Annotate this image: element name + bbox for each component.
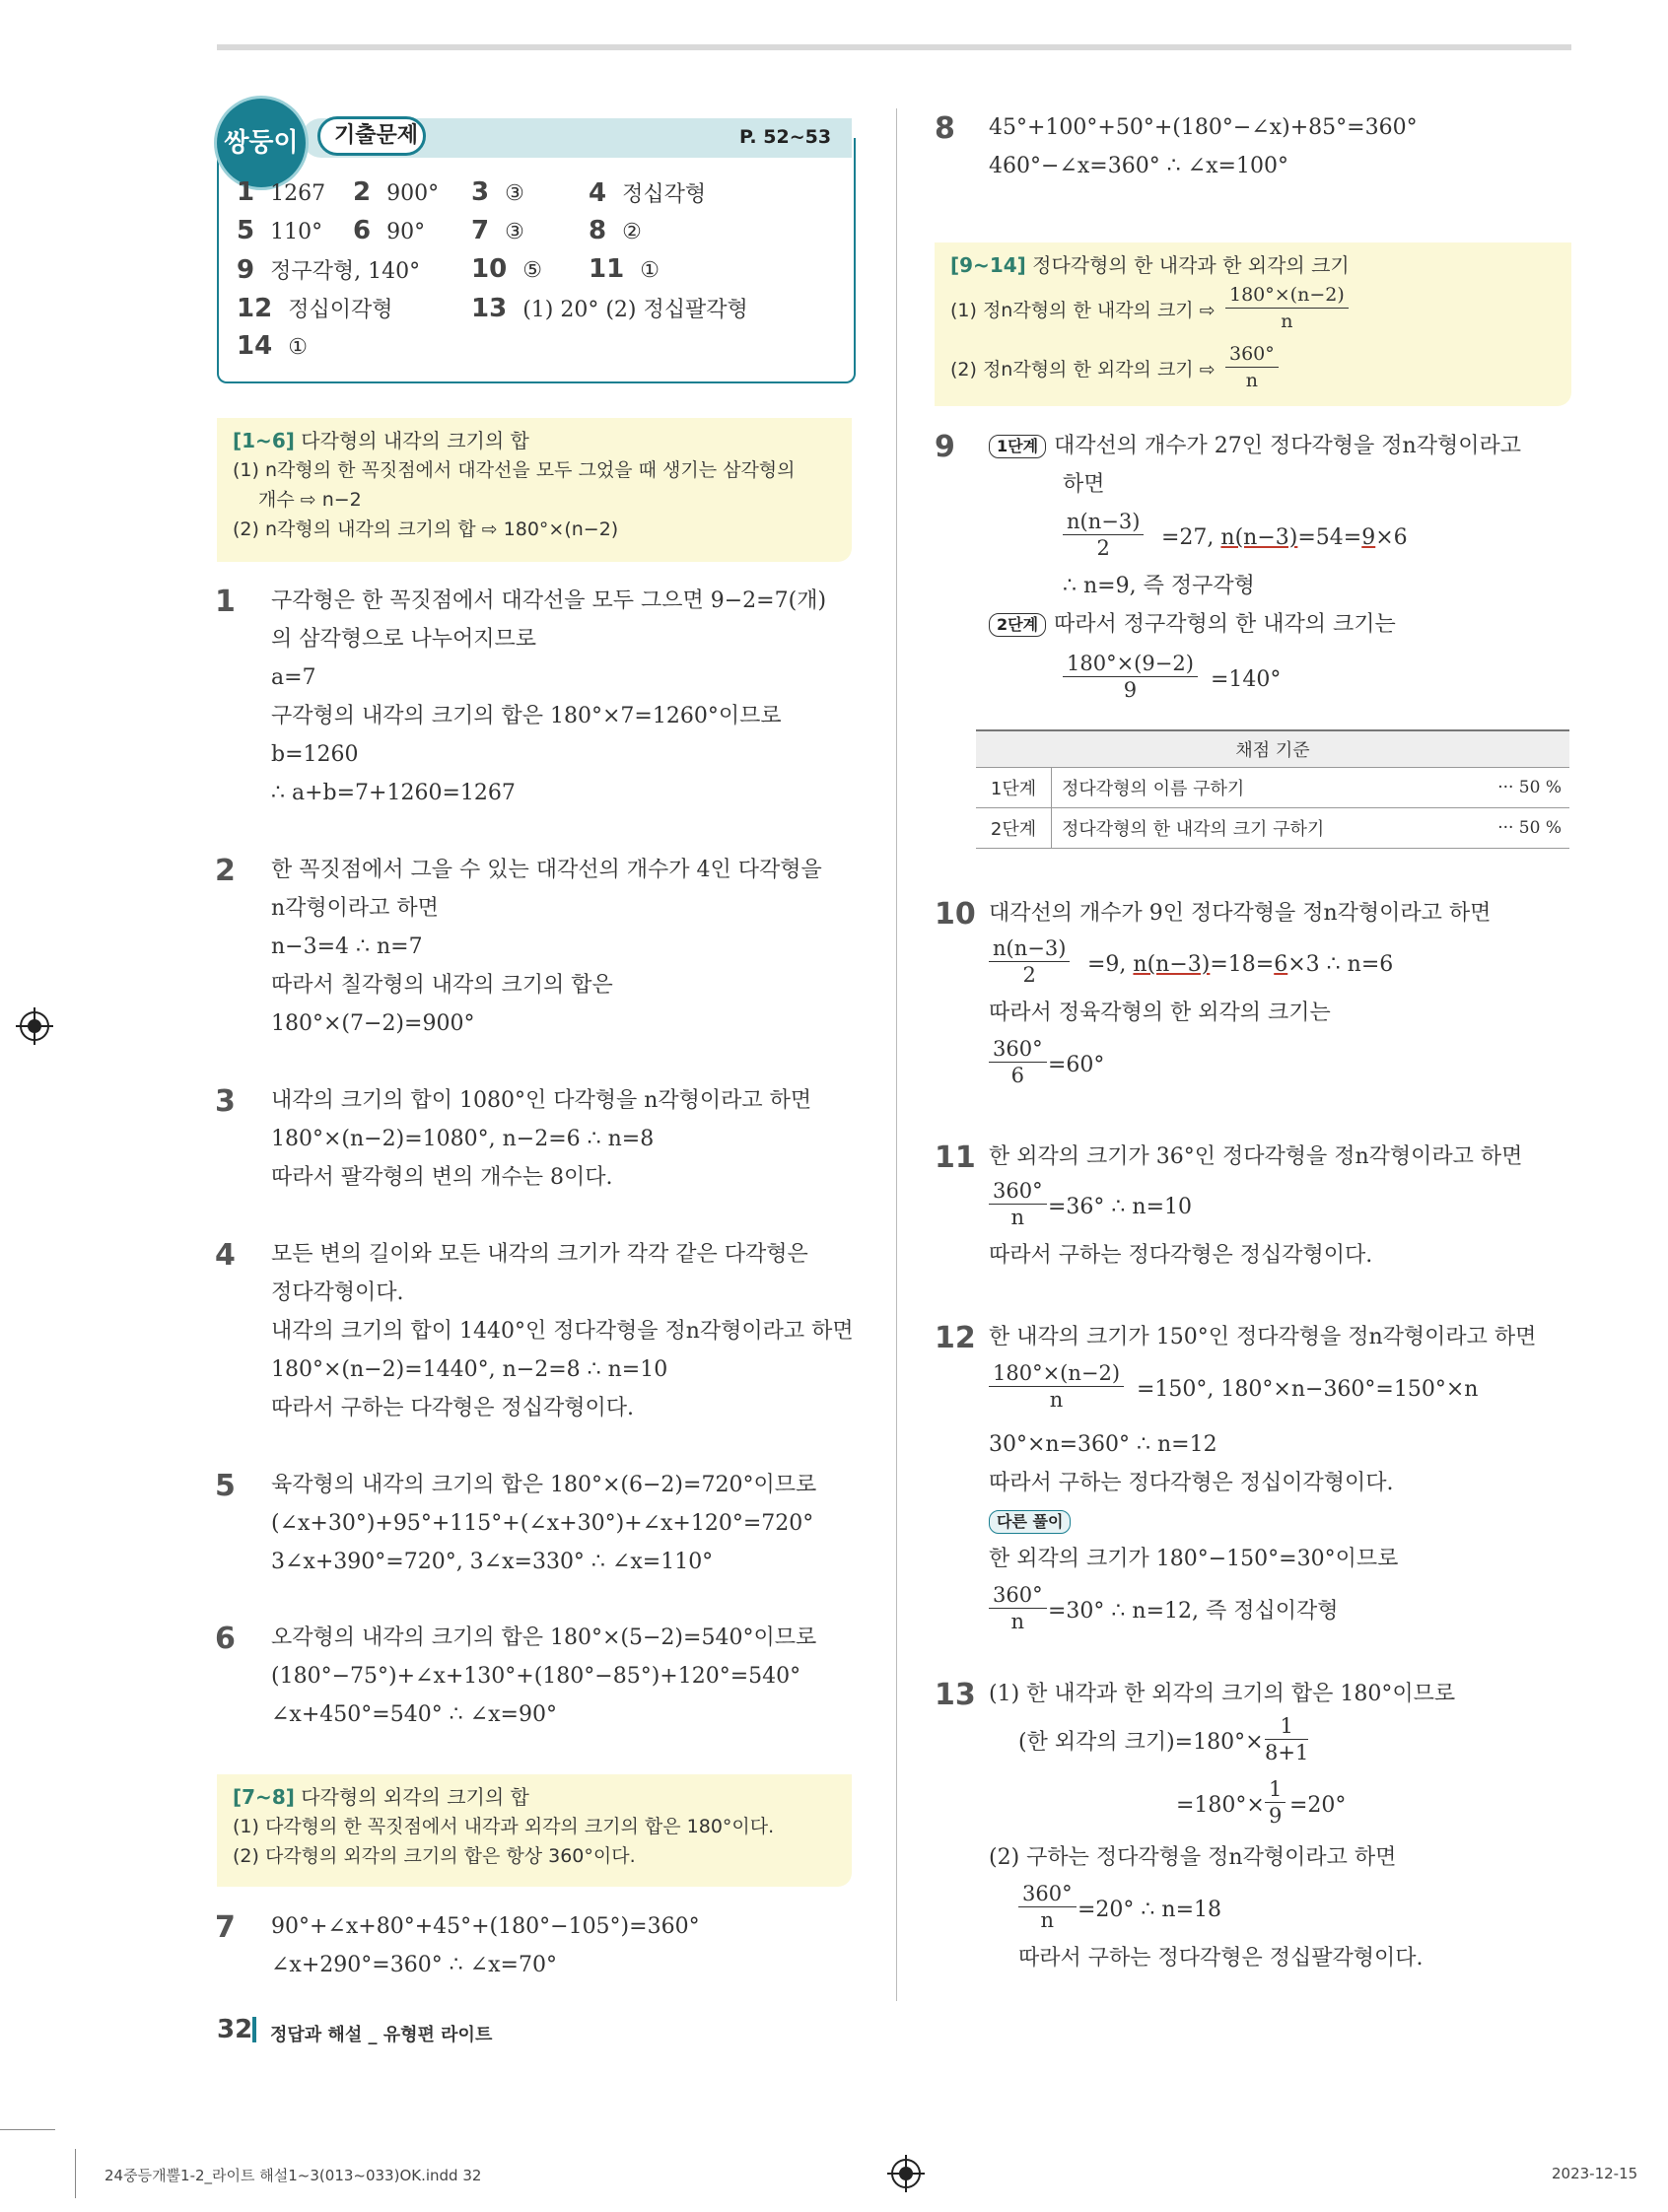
page-number: 32 <box>217 2015 253 2044</box>
problem-number: 12 <box>935 1321 976 1355</box>
problem-number: 11 <box>935 1141 976 1175</box>
solution-line: 의 삼각형으로 나누어지므로 <box>271 627 537 652</box>
solution-line: 따라서 구하는 정다각형은 정십팔각형이다. <box>1018 1946 1424 1970</box>
solution-line: ∠x+290°=360° ∴ ∠x=70° <box>271 1953 557 1977</box>
solution-line: 45°+100°+50°+(180°−∠x)+85°=360° <box>989 115 1418 140</box>
solution-line: 모든 변의 길이와 모든 내각의 크기가 각각 같은 다각형은 <box>271 1242 808 1267</box>
footer-divider <box>252 2017 256 2042</box>
solution-line: =36° ∴ n=10 <box>1048 1195 1193 1219</box>
tip-line: (2) n각형의 내각의 크기의 합 ⇨ 180°×(n−2) <box>233 518 619 540</box>
solution-line: 한 외각의 크기가 36°인 정다각형을 정n각형이라고 하면 <box>989 1144 1523 1169</box>
column-divider <box>896 108 897 2001</box>
solution-line: 90°+∠x+80°+45°+(180°−105°)=360° <box>271 1914 700 1939</box>
registration-mark-icon <box>891 2159 921 2188</box>
solution-line: 한 내각의 크기가 150°인 정다각형을 정n각형이라고 하면 <box>989 1325 1537 1349</box>
answer-item: 3 ③ <box>471 177 524 207</box>
solution-line: 460°−∠x=360° ∴ ∠x=100° <box>989 154 1288 178</box>
tip-line: (1) 다각형의 한 꼭짓점에서 내각과 외각의 크기의 합은 180°이다. <box>233 1816 775 1837</box>
footer-title: 정답과 해설 _ 유형편 라이트 <box>270 2025 493 2045</box>
solution-line: ∴ n=9, 즉 정구각형 <box>1063 574 1255 598</box>
top-rule <box>217 44 1571 50</box>
answer-item: 7 ③ <box>471 216 524 245</box>
tip-box-7-8: [7~8] 다각형의 외각의 크기의 합 (1) 다각형의 한 꼭짓점에서 내각과 외각의 크기의 합은 180°이다. (2) 다각형의 외각의 크기의 합은 항상 360°이다. <box>217 1774 852 1887</box>
solution-line: 따라서 구하는 정다각형은 정십이각형이다. <box>989 1471 1394 1495</box>
solution-line: (한 외각의 크기)=180°× <box>1018 1730 1264 1755</box>
solution-line: 3∠x+390°=720°, 3∠x=330° ∴ ∠x=110° <box>271 1550 714 1574</box>
solution-line: 따라서 칠각형의 내각의 크기의 합은 <box>271 973 613 998</box>
solution-line: =20° <box>1289 1793 1347 1818</box>
solution-line: 구각형은 한 꼭짓점에서 대각선을 모두 그으면 9−2=7(개) <box>271 588 827 613</box>
file-info: 24중등개뿔1-2_라이트 해설1~3(013~033)OK.indd 32 <box>104 2167 482 2184</box>
problem-number: 6 <box>215 1622 236 1656</box>
solution-line: =20° ∴ n=18 <box>1077 1898 1222 1922</box>
fraction: 180°×(n−2) n <box>1225 282 1349 334</box>
solution-line: 하면 <box>1063 472 1105 497</box>
fraction: 360° 6 <box>989 1036 1047 1088</box>
problem-number: 13 <box>935 1678 976 1712</box>
solution-line: 따라서 정육각형의 한 외각의 크기는 <box>989 1001 1331 1025</box>
solution-line: (1) 한 내각과 한 외각의 크기의 합은 180°이므로 <box>989 1682 1456 1706</box>
fraction: 180°×(9−2) 9 <box>1063 651 1198 703</box>
solution-line: 30°×n=360° ∴ n=12 <box>989 1432 1217 1457</box>
problem-number: 9 <box>935 430 955 464</box>
answer-item: 1 1267 <box>237 177 326 207</box>
tip-line: (1) n각형의 한 꼭짓점에서 대각선을 모두 그었을 때 생기는 삼각형의 <box>233 459 796 481</box>
fraction: n(n−3) 2 <box>1063 509 1144 561</box>
problem-number: 4 <box>215 1238 236 1273</box>
print-date: 2023-12-15 <box>1552 2165 1638 2182</box>
solution-line: 따라서 팔각형의 변의 개수는 8이다. <box>271 1165 613 1190</box>
problem-number: 5 <box>215 1469 236 1503</box>
fraction: n(n−3) 2 <box>989 935 1070 988</box>
answer-item: 6 90° <box>353 216 426 245</box>
problem-number: 10 <box>935 897 976 932</box>
tip-line: (1) 정n각형의 한 내각의 크기 ⇨ <box>950 300 1216 321</box>
grading-table <box>976 729 1569 849</box>
solution-line: ∴ a+b=7+1260=1267 <box>271 781 516 805</box>
answer-item: 12 정십이각형 <box>237 294 393 323</box>
grading-header: 채점 기준 <box>976 730 1569 768</box>
solution-line: =27, n(n−3)=54=9×6 <box>1161 525 1408 550</box>
answer-item: 14 ① <box>237 331 308 361</box>
solution-line: 오각형의 내각의 크기의 합은 180°×(5−2)=540°이므로 <box>271 1625 817 1650</box>
solution-line: a=7 <box>271 665 316 690</box>
fraction: 360° n <box>989 1582 1047 1634</box>
solution-line: 구각형의 내각의 크기의 합은 180°×7=1260°이므로 <box>271 704 782 728</box>
step-badge: 1단계 <box>989 435 1046 458</box>
answer-item: 9 정구각형, 140° <box>237 255 421 285</box>
answer-title: 기출문제 <box>317 116 426 156</box>
solution-line: =9, n(n−3)=18=6×3 ∴ n=6 <box>1087 952 1394 977</box>
table-row: 2단계 정다각형의 한 내각의 크기 구하기 ··· 50 % <box>976 808 1569 849</box>
solution-line: 2단계 따라서 정구각형의 한 내각의 크기는 <box>989 610 1396 640</box>
crop-mark <box>75 2149 76 2198</box>
step-badge: 2단계 <box>989 613 1046 637</box>
solution-line: 1단계 대각선의 개수가 27인 정다각형을 정n각형이라고 <box>989 432 1521 461</box>
answer-item: 11 ① <box>589 254 660 284</box>
alt-solution-badge: 다른 풀이 <box>989 1510 1078 1534</box>
solution-line: 따라서 구하는 정다각형은 정십각형이다. <box>989 1243 1373 1268</box>
tip-line: 개수 ⇨ n−2 <box>258 489 362 511</box>
tip-box-9-14: [9~14] 정다각형의 한 내각과 한 외각의 크기 <box>935 242 1571 406</box>
answer-item: 10 ⑤ <box>471 254 542 284</box>
ssangdungi-logo: 쌍둥이 <box>217 99 306 187</box>
fraction: 1 8+1 <box>1265 1714 1309 1764</box>
solution-line: =30° ∴ n=12, 즉 정십이각형 <box>1048 1599 1339 1624</box>
solution-line: 대각선의 개수가 9인 정다각형을 정n각형이라고 하면 <box>989 901 1492 926</box>
solution-line: 180°×(n−2)=1440°, n−2=8 ∴ n=10 <box>271 1357 668 1382</box>
solution-line: 육각형의 내각의 크기의 합은 180°×(6−2)=720°이므로 <box>271 1473 817 1497</box>
fraction: 1 9 <box>1265 1776 1286 1829</box>
answer-item: 2 900° <box>353 177 440 207</box>
solution-line: (180°−75°)+∠x+130°+(180°−85°)+120°=540° <box>271 1664 801 1689</box>
answer-page-ref: P. 52~53 <box>739 126 832 148</box>
solution-line: n−3=4 ∴ n=7 <box>271 934 423 959</box>
problem-number: 1 <box>215 585 236 619</box>
tip-line: (2) 다각형의 외각의 크기의 합은 항상 360°이다. <box>233 1845 636 1867</box>
crop-mark <box>0 2129 55 2130</box>
solution-line: ∠x+450°=540° ∴ ∠x=90° <box>271 1702 557 1727</box>
solution-line: =140° <box>1211 667 1282 692</box>
problem-number: 2 <box>215 854 236 888</box>
solution-line: =180°× <box>1176 1793 1265 1818</box>
solution-line: =150°, 180°×n−360°=150°×n <box>1137 1377 1479 1402</box>
solution-line: 180°×(n−2)=1080°, n−2=6 ∴ n=8 <box>271 1127 655 1151</box>
tip-line: (2) 정n각형의 한 외각의 크기 ⇨ <box>950 359 1216 380</box>
solution-line: n각형이라고 하면 <box>271 896 439 921</box>
answer-item: 13 (1) 20° (2) 정십팔각형 <box>471 294 748 323</box>
solution-line: 내각의 크기의 합이 1080°인 다각형을 n각형이라고 하면 <box>271 1088 812 1113</box>
answer-item: 5 110° <box>237 216 323 245</box>
problem-number: 3 <box>215 1084 236 1119</box>
solution-line: (2) 구하는 정다각형을 정n각형이라고 하면 <box>989 1845 1397 1870</box>
fraction: 360° n <box>1018 1881 1077 1933</box>
problem-number: 7 <box>215 1910 236 1945</box>
fraction: 360° n <box>1225 341 1279 393</box>
answer-item: 8 ② <box>589 216 642 245</box>
solution-line: 따라서 구하는 다각형은 정십각형이다. <box>271 1396 635 1420</box>
registration-mark-icon <box>20 1011 49 1041</box>
solution-line: =60° <box>1048 1053 1105 1077</box>
solution-line: 180°×(7−2)=900° <box>271 1011 475 1036</box>
solution-line: (∠x+30°)+95°+115°+(∠x+30°)+∠x+120°=720° <box>271 1511 814 1536</box>
solution-line: 내각의 크기의 합이 1440°인 정다각형을 정n각형이라고 하면 <box>271 1319 854 1344</box>
problem-number: 8 <box>935 111 955 146</box>
solution-line: 한 꼭짓점에서 그을 수 있는 대각선의 개수가 4인 다각형을 <box>271 858 822 882</box>
fraction: 360° n <box>989 1178 1047 1230</box>
answer-item: 4 정십각형 <box>589 178 707 208</box>
tip-box-1-6: [1~6] 다각형의 내각의 크기의 합 (1) n각형의 한 꼭짓점에서 대각선을 모두 그었을 때 생기는 삼각형의 개수 ⇨ n−2 (2) n각형의 내각의 크기의 합 ⇨ 180°×(n−2) <box>217 418 852 562</box>
solution-line: 한 외각의 크기가 180°−150°=30°이므로 <box>989 1547 1399 1571</box>
solution-line: 정다각형이다. <box>271 1280 404 1305</box>
table-row: 1단계 정다각형의 이름 구하기 ··· 50 % <box>976 768 1569 808</box>
fraction: 180°×(n−2) n <box>989 1360 1124 1413</box>
solution-line: b=1260 <box>271 742 359 767</box>
